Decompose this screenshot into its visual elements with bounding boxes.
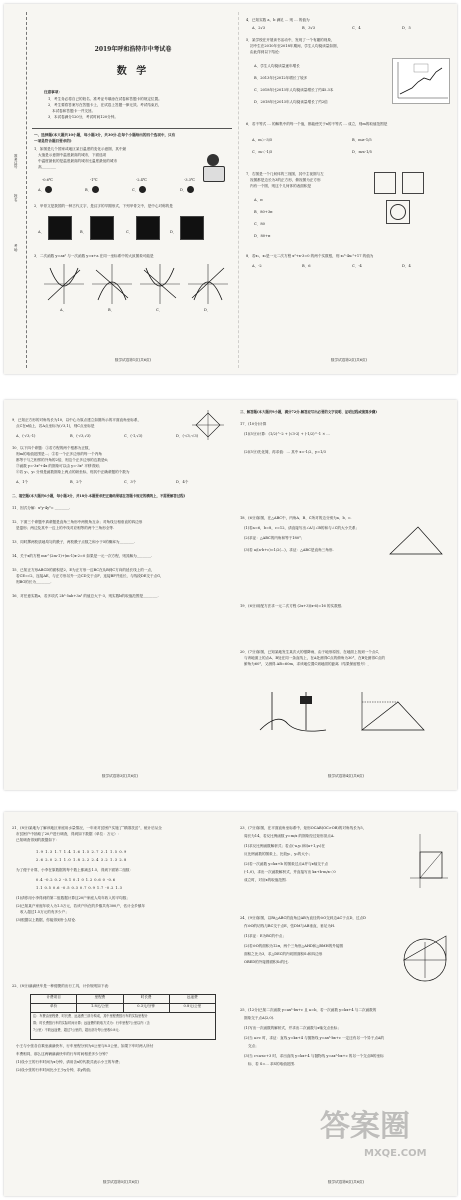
ball-icon [187, 186, 194, 193]
q10-option: B．2个 [70, 480, 83, 484]
exam-sheet-page-1-2 [4, 4, 457, 374]
q21-question: (2)已知某户家庭年收入为1.5万元，若该户所在的乡镇共有300户，估计全乡镇年 [16, 904, 146, 908]
scale-illustration [200, 154, 226, 182]
watermark-url: MXQE.COM [364, 1148, 427, 1159]
q3-option-d-label: D． [204, 308, 211, 312]
q7-text: 7．右图是一个几何体的三视图，其中主视图与左 [246, 172, 324, 176]
q8-option: B．6 [302, 264, 311, 268]
ball-icon [92, 186, 99, 193]
q8-option: A．-2 [252, 264, 262, 268]
notice-line: 本试卷和答题卡一并交回。 [52, 109, 96, 113]
column-divider [238, 12, 239, 368]
q25-text: 25．(12分)已知二次函数 y=ax²-bx+c 且 a=b，若一次函数 y=kx+4 与二次函数的 [240, 1008, 377, 1012]
watermark-logo [320, 1108, 450, 1178]
side-view-image [402, 172, 424, 194]
oracle-glyph-c-image [136, 216, 160, 240]
fare-table-note: 注：车费由里程费、时长费、远途费三部分构成，其中里程费按行车的实际里程计 [33, 1014, 148, 1018]
q21-data-row: 1.9 1.3 1.7 1.4 1.6 1.5 2.7 2.1 1.5 0.9 [36, 850, 127, 854]
fare-table-header: 计费项目 [31, 995, 77, 1003]
q3-graph-c-image [140, 264, 180, 304]
q18-text: (1)若a=6，b=8，c=12，请直接写出∠A与∠B的和与∠C的大小关系； [244, 526, 360, 530]
q10-text: ③函数 y=-3x²+4x 的图象可以由 y=-3x² 平移得到； [16, 464, 103, 468]
fare-table-header: 远途费 [186, 995, 198, 999]
q7-option: C．80 [254, 222, 265, 226]
q9-option: A．(-√3,-1) [16, 434, 36, 438]
subject-title: 数 学 [116, 66, 150, 77]
exam-sheet-page-5-6 [4, 812, 457, 1196]
q8-option: C．-4 [352, 264, 362, 268]
fare-table-cell: 0.8元/公里 [183, 1004, 202, 1008]
q1-temp-b: -1℃ [90, 178, 98, 182]
oracle-glyph-a-image [48, 216, 72, 240]
q20-text: 与该地面上的点A、B处在同一条直线上，在A处测得C点的俯角为30°，在B处测得C点的 [244, 656, 385, 660]
q21-text: 市贫困户中抽取了20户进行调查，得到如下数据（单位：万元）： [16, 832, 122, 836]
fare-table-header: 里程费 [77, 995, 123, 1003]
q18-triangle-figure [386, 524, 446, 558]
q7-option: D．80+π [254, 234, 271, 238]
q25-text: (3)当 c<a≤c+3 时，求出直线 y=kx+4 与抛物线 y=ax²-bx+c 的另一个交点B的坐标 [244, 1054, 384, 1058]
q21-text: 为了便于计算，小李在原数据的每个数上都减去1.5，得到下面第二组数： [16, 868, 134, 872]
q24-text: (2)若⊙O的面积为12π，两个三角形△AHD和△BMH的外接圆 [244, 944, 344, 948]
q10-text: ④若 y₁，y₂ 分别是函数图象上两点的纵坐标，则其中正确命题的个数为 [16, 470, 130, 474]
q17-part-1: (1)(5分)计算：(1/2)^-2 + |√3-2| + (-1/2)^-1 × ... [244, 432, 330, 436]
q22-text: (2)设小张的行车时间比小王少y分钟，求y的值； [16, 1068, 94, 1072]
q3-graph-a-image [44, 264, 84, 304]
q18-text: (2)求证：△ABC的内角和等于180°； [244, 536, 305, 540]
q2-option-b-label: B． [80, 230, 87, 234]
q2-option-c-label: C． [126, 230, 133, 234]
q1-option-a-label: A． [38, 188, 45, 192]
q5-line-chart-image [392, 58, 450, 104]
q1-text: 高________ [38, 165, 56, 169]
q3-option-c-label: C． [156, 308, 163, 312]
q21-question: (3)根据以上数据，你能得到什么结论. [16, 918, 77, 922]
q22-text: 小王与小张各自乘坐滴滴快车，行车里程分别为6公里与8.5公里，如果下车时两人所付 [16, 1044, 154, 1048]
side-label-room: 考场 [14, 244, 19, 252]
fare-table-cell: 单价 [31, 1004, 77, 1012]
q24-text: (1)求证：E为BC的中点； [244, 934, 286, 938]
q2-option-d-label: D． [170, 230, 177, 234]
q23-text: 23．(7分)如图，在平面直角坐标系中，矩形OCAB(OC>OB)的对角线长为5， [240, 826, 367, 830]
q24-text: OBED的外接圆面积S₂的比. [244, 960, 289, 964]
q23-text: 成立时，对应x的取值范围. [244, 878, 287, 882]
q6-option: C．m＜-1/5 [252, 150, 273, 154]
front-view-image [374, 172, 396, 194]
notice-line: 1．考生务必将自己的姓名、准考证号填涂在试卷和答题卡的规定位置。 [48, 97, 162, 101]
q10-option: D．4个 [176, 480, 189, 484]
q15-text: 若CE=√2，连接AE，与正方形另外一边CD交于点F，连接BF并延长，与线段DE交于点G， [16, 574, 164, 578]
q4-option: C．4 [352, 26, 361, 30]
q15-text: 则BG的长为________. [16, 580, 52, 584]
footer-page-6: 数学试卷第6页(共6页) [327, 1180, 365, 1184]
q9-option: B．(-√3,√3) [70, 434, 91, 438]
notice-line: 3．本试卷满分120分，考试时间120分钟。 [48, 115, 118, 119]
q7-text: 视图都是边长为3的正方形，俯视图为正方形 [250, 178, 321, 182]
q1-temp-d: -3.3℃ [184, 178, 195, 182]
q15-text: 15．已知正方形ABCD的面积是2，E为正方形一边BC在从B到C方向的延长线上的一点， [12, 568, 155, 572]
q3-graph-b-image [92, 264, 132, 304]
side-label-name: 姓名 [14, 194, 19, 202]
divider [32, 128, 232, 129]
page-4-column [238, 400, 454, 790]
q9-option: C．(-1,√3) [124, 434, 143, 438]
q6-option: A．m＞-3/5 [252, 138, 273, 142]
fare-table [30, 994, 216, 1040]
watermark-text: 答案圈 [320, 1109, 410, 1144]
q20-scene-figure [258, 690, 328, 736]
q9-text: 点C在x轴上，若A点坐标为(√3,1)，则C点坐标是 [16, 424, 95, 428]
fare-table-header: 时长费 [124, 995, 170, 1003]
q23-rectangle-figure [408, 832, 450, 890]
section-1-heading: 一、选择题(本大题共10小题，每小题3分，共30分.在每个小题给出的四个选项中，只有 [34, 133, 176, 137]
q10-text: 则m的取值范围是...；②若一个正多边形的每一个内角 [16, 452, 102, 456]
q21-question: 收入超过1.5万元的有多少户； [20, 910, 69, 914]
q21-text: 已知调查得到的数据如下： [16, 838, 60, 842]
q20-text: 20．(7分)如图，已知某地发生某次大的强降雨，由于地形原因，在地面上找到一个点C， [240, 650, 382, 654]
q7-option: B．80+3π [254, 210, 273, 214]
q3-option-a-label: A． [60, 308, 67, 312]
q6-option: B．m≥-1/5 [352, 138, 372, 142]
fare-table-note: 7公里）不收远途费，超过7公里的，超出部分每公里收0.8元. [33, 1028, 120, 1032]
ball-icon [45, 186, 52, 193]
q3-option-b-label: B． [108, 308, 115, 312]
fare-table-cell: 0.3元/分钟 [124, 1004, 170, 1012]
q13-text: 13．同时掷两枚质地均匀的骰子，两枚骰子点数之和小于5的概率为________. [12, 540, 135, 544]
q21-data-row: 2.6 2.0 2.1 1.0 1.8 2.2 2.4 3.2 1.3 2.8 [36, 858, 127, 862]
q24-text: 24．(9分)如图，以Rt△ABC的直角边AB为直径的⊙O交斜边AC于点D，过点D [240, 916, 366, 920]
top-view-image [386, 200, 410, 224]
exam-sheet-page-3-4 [4, 400, 457, 790]
q17-part-2: (2)(5分)先化简，再求值：... 其中 x=-1/2，y=1/3 [244, 450, 326, 454]
q4-option: A．2√3 [252, 26, 266, 30]
section-2-heading: 二、填空题(本大题共6小题，每小题3分，共18分.本题要求把正确结果填在答题卡规定的横线上，不需要解答过程) [12, 494, 186, 498]
q7-text: 内有一个圆，则这个几何体的表面积是 [250, 184, 312, 188]
q23-text: 反比例函数的图象上，比较y₁，y₂的大小； [244, 852, 313, 856]
q2-text: 2．甲骨文是我国的一种古代文字，是汉字的早期形式，下列甲骨文中，是中心对称的是 [34, 204, 173, 208]
q1-temp-c: -2.4℃ [136, 178, 147, 182]
q5-option: D．2018年比2013年人均阅读量增长了约2倍 [254, 100, 328, 104]
q11-text: 11．因式分解：x²y-4y³= ________. [12, 506, 71, 510]
q8-option: D．4 [402, 264, 411, 268]
q4-option: D．5 [402, 26, 411, 30]
binding-line [26, 12, 27, 368]
q12-text: 12．下面三个命题中真命题是直角三角形中两锐角互余；对角线互相垂直的四边形 [12, 520, 143, 524]
page-5-column [10, 812, 232, 1196]
fare-table-cell: 1.8元/公里 [77, 1004, 123, 1012]
q10-option: C．3个 [124, 480, 137, 484]
q23-text: (1)求反比例函数解析式；若点(-a,y₁)和(a+1,y₂)在 [244, 844, 326, 848]
q1-option-d-label: D． [180, 188, 187, 192]
q9-option: D．(-√3,-√3) [176, 434, 199, 438]
q14-text: 14．关于x的方程 mx^(2m-1)+(m-1)x-2=0 如果是一元一次方程，则其解为________. [12, 554, 153, 558]
q25-text: (2)当 a>c 时，求证：直线 y=kx+4 与抛物线 y=ax²-bx+c 一定还有另一个异于点A的 [244, 1036, 385, 1040]
q18-text: 18．(6分)如图，在△ABC中，内角A、B、C所对的边分别为a、b、c. [240, 516, 352, 520]
q24-text: 作⊙O的切线与BC交于点E，弦DM与AB垂直，垂足为H. [244, 924, 336, 928]
q5-text: 5．某学校在开展读书活动中，发现了一个有趣的现象， [246, 38, 335, 42]
q16-text: 16．对任意实数a，若多项式 2b²-5ab+3a² 的值总大于-3，则实数b的取值范围是________. [12, 594, 159, 598]
q25-text: 图象交于点A(2,0). [244, 1016, 275, 1020]
q4-option: B．3√3 [302, 26, 316, 30]
q1-option-b-label: B． [85, 188, 92, 192]
q10-text: 都等于与之相邻的外角的2倍，则这个正多边形的边数是6； [16, 458, 111, 462]
oracle-glyph-d-image [180, 216, 204, 240]
q7-option: A．π [254, 198, 263, 202]
q23-text: (2)若一次函数 y=kx+b 的图象过点A并与x轴交于点 [244, 862, 329, 866]
q21-text: 21．(8分)某地为了解该地区家庭用水量情况，一年来对贫困户实施了“精准扶贫”，统计后从全 [12, 826, 162, 830]
q10-option: A．1个 [16, 480, 29, 484]
footer-page-5: 数学试卷第5页(共6页) [102, 1180, 140, 1184]
exam-title: 2019年呼和浩特市中考试卷 [94, 46, 172, 53]
q18-text: (3)若 a/(a-b+c)=1/2(...)，求证：△ABC是直角三角形. [244, 548, 334, 552]
ball-icon [139, 186, 146, 193]
q19-text: 19．(6分)用配方法求一元二次方程 (2x+3)(x-6)=16 的实数根. [240, 604, 343, 608]
q3-text: 3．二次函数 y=ax² 与一次函数 y=x+a 在同一坐标系中的大致图象可能是 [34, 254, 154, 258]
notice-heading: 注意事项： [44, 90, 62, 94]
q1-text: 中温度最低的是温度最高的城市比温度最低的城市 [38, 159, 118, 163]
q24-text: 面积之比为3，求△DEC的内切圆面积S₁和四边形 [244, 952, 323, 956]
footer-page-3: 数学试卷第3页(共6页) [101, 774, 139, 778]
footer-page-1: 数学试卷第1页(共6页) [114, 358, 152, 362]
q1-text: 1．如图是几个国家或地区某日温度的变化示意图，其中最 [34, 147, 127, 151]
side-label-exam-id: 准考证号 [14, 154, 19, 169]
q9-text: 9．已知正方形的对角线长为10，以中心为原点建立如图所示的平面直角坐标系， [12, 418, 142, 422]
q21-question: (1)请你用小李得到的第二组数据计算这20户家庭人均年收入的平均数； [16, 896, 130, 900]
section-3-heading: 三、解答题(本大题共9小题，满分72分.解答应写出必要的文字说明、证明过程或演算步骤) [240, 410, 377, 414]
q5-option: A．学生人均阅读量逐年增长 [254, 64, 300, 68]
q5-option: C．2018年比2013年人均阅读量增长了约45.3本 [254, 88, 334, 92]
q17-text: 17．(10分)计算 [240, 422, 267, 426]
q21-data-row: 0.4 -0.2 0.2 -0.1 0.1 0 1.2 0.6 0 -0.6 [36, 878, 116, 882]
q5-option: B．2013年比2012年增长了较多 [254, 76, 308, 80]
q6-option: D．m≤-1/5 [352, 150, 372, 154]
q1-option-c-label: C． [132, 188, 139, 192]
q25-text: (1)写出一次函数的解析式，并求出二次函数与x轴交点坐标； [244, 1026, 341, 1030]
q12-text: 是菱形；两边及其中一边上的中线对应相等的两个三角形全等. [16, 526, 115, 530]
q20-triangle-figure [348, 690, 428, 736]
footer-page-2: 数学试卷第2页(共6页) [330, 358, 368, 362]
q21-data-row: 1.1 0.5 0.6 -0.5 0.3 0.7 0.9 1.7 -0.2 1.3 [36, 886, 123, 890]
q8-text: 8．若x₁，x₂是一元二次方程 x²+x-3=0 的两个实数根，则 x₂³-4x₁²+17 的值为 [246, 254, 374, 258]
footer-page-4: 数学试卷第4页(共6页) [327, 774, 365, 778]
q25-text: 标．若 S=... 求S的取值范围. [248, 1062, 296, 1066]
q5-text: 初中生在2010年至2018年期间，学生人均阅读量如图， [250, 44, 341, 48]
q23-text: 周长为14，若反比例函数 y=m/x 的图象经过矩形顶点A. [244, 834, 335, 838]
q25-text: 交点； [248, 1044, 259, 1048]
q24-circle-figure [398, 932, 452, 988]
q1-temp-a: -0.6℃ [42, 178, 53, 182]
q23-text: (-1,0)，求出一次函数解析式，并直接写出 kx+b-m/x＜0 [244, 870, 336, 874]
q10-text: 10．以下四个命题：①若方程的两个根都为正数， [12, 446, 93, 450]
q2-option-a-label: A． [38, 230, 45, 234]
q22-text: 车费相同，那么这两辆滴滴快车的行车时间相差多少分钟？ [16, 1052, 110, 1056]
section-1-heading-cont: 一项是符合题目要求的) [34, 139, 72, 143]
q3-graph-d-image [188, 264, 228, 304]
q22-text: (1)设小王的行车时间为x分钟，请用含x的代数式表示小王的车费； [16, 1060, 123, 1064]
q1-text: 大值是示意图中温度最高的城市，下面选项 [38, 153, 107, 157]
q6-text: 6．若不等式 ... 的解集中的每一个值，都能使关于x的不等式 ... 成立，则m的取值范围是 [246, 122, 388, 126]
q20-text: 俯角为60°，又测得 AB=60m，求该地位置C到地面的距离（结果保留根号）． [244, 662, 372, 666]
page-2-column [244, 4, 454, 374]
page-3-column [10, 400, 230, 790]
page-1-column [30, 4, 236, 374]
oracle-glyph-b-image [90, 216, 114, 240]
fare-table-note: 算；时长费按行车的实际时间计算；远途费的收取方式为：行车里程7公里以内（含 [33, 1021, 150, 1025]
notice-line: 2．考生要将答案写在答题卡上，在试卷上答题一律无效。考试结束后， [48, 103, 162, 107]
q22-text: 22．(8分)滴滴快车是一种便捷的出行工具，计价规则如下表： [12, 984, 112, 988]
q5-text: 由此得到以下结论： [250, 50, 283, 54]
q4-text: 4．已知实数 a，b 满足 ... 则 ... 的值为 [246, 18, 310, 22]
